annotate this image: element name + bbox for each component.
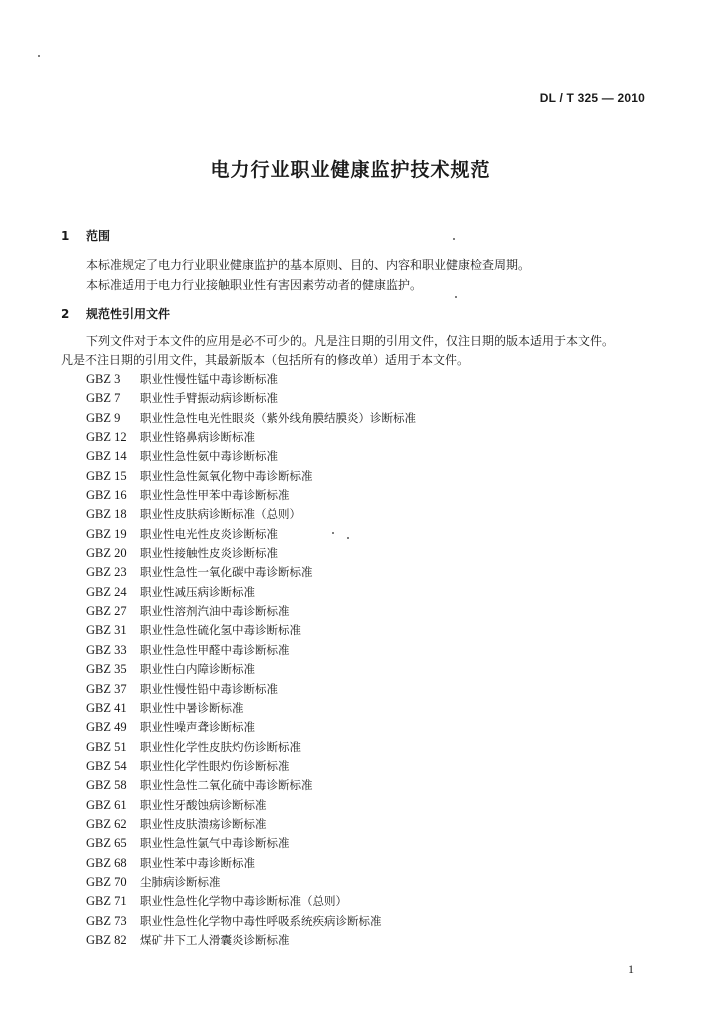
section-number: 2 (61, 307, 70, 321)
reference-code: GBZ 49 (86, 720, 127, 735)
reference-code: GBZ 41 (86, 700, 127, 715)
reference-code: GBZ 12 (86, 430, 127, 445)
reference-code: GBZ 23 (86, 565, 127, 580)
reference-code: GBZ 37 (86, 681, 127, 696)
reference-code: GBZ 54 (86, 758, 127, 773)
reference-title: 职业性牙酸蚀病诊断标准 (140, 797, 267, 812)
reference-title: 职业性溶剂汽油中毒诊断标准 (140, 604, 290, 619)
reference-code: GBZ 62 (86, 816, 127, 831)
reference-title: 职业性急性二氧化硫中毒诊断标准 (140, 778, 313, 793)
scan-speck (455, 296, 457, 298)
reference-item (86, 796, 416, 815)
reference-code: GBZ 70 (86, 874, 127, 889)
reference-title: 职业性急性电光性眼炎（紫外线角膜结膜炎）诊断标准 (140, 410, 416, 425)
reference-title: 职业性减压病诊断标准 (140, 584, 255, 599)
reference-item (86, 525, 416, 544)
reference-title: 职业性电光性皮炎诊断标准 (140, 526, 278, 541)
reference-item (86, 873, 416, 892)
reference-title: 煤矿井下工人滑囊炎诊断标准 (140, 932, 290, 947)
scan-speck (453, 238, 455, 240)
reference-item (86, 912, 416, 931)
reference-item (86, 370, 416, 389)
reference-title: 职业性化学性眼灼伤诊断标准 (140, 758, 290, 773)
reference-item (86, 641, 416, 660)
reference-item (86, 757, 416, 776)
page-number: 1 (628, 962, 634, 976)
reference-code: GBZ 51 (86, 739, 127, 754)
reference-title: 职业性急性甲醛中毒诊断标准 (140, 642, 290, 657)
reference-code: GBZ 73 (86, 913, 127, 928)
reference-code: GBZ 61 (86, 797, 127, 812)
reference-code: GBZ 3 (86, 372, 121, 386)
section-2-heading (61, 305, 170, 322)
reference-item (86, 505, 416, 524)
reference-code: GBZ 68 (86, 855, 127, 870)
scope-paragraph-1: 本标准规定了电力行业职业健康监护的基本原则、目的、内容和职业健康检查周期。 (86, 258, 531, 272)
reference-item (86, 718, 416, 737)
reference-code: GBZ 7 (86, 391, 121, 406)
reference-title: 职业性急性一氧化碳中毒诊断标准 (140, 565, 313, 580)
reference-title: 职业性皮肤溃疡诊断标准 (140, 816, 267, 831)
scan-speck (347, 537, 349, 539)
reference-title: 尘肺病诊断标准 (140, 874, 221, 889)
reference-code: GBZ 20 (86, 546, 127, 561)
references-intro-line-2: 凡是不注日期的引用文件，其最新版本（包括所有的修改单）适用于本文件。 (61, 353, 470, 367)
reference-title: 职业性慢性锰中毒诊断标准 (140, 372, 278, 386)
reference-title: 职业性接触性皮炎诊断标准 (140, 546, 278, 561)
reference-item (86, 486, 416, 505)
reference-title: 职业性手臂振动病诊断标准 (140, 391, 278, 406)
reference-code: GBZ 19 (86, 526, 127, 541)
reference-title: 职业性急性化学物中毒诊断标准（总则） (140, 894, 347, 909)
reference-title: 职业性急性硫化氢中毒诊断标准 (140, 623, 301, 638)
reference-item (86, 563, 416, 582)
reference-title: 职业性白内障诊断标准 (140, 662, 255, 677)
reference-title: 职业性急性氨中毒诊断标准 (140, 449, 278, 464)
normative-references-list (86, 370, 416, 950)
reference-code: GBZ 65 (86, 836, 127, 851)
reference-item (86, 409, 416, 428)
reference-title: 职业性急性氮氧化物中毒诊断标准 (140, 468, 313, 483)
reference-code: GBZ 16 (86, 488, 127, 503)
reference-code: GBZ 82 (86, 932, 127, 947)
reference-code: GBZ 35 (86, 662, 127, 677)
reference-item (86, 680, 416, 699)
reference-code: GBZ 15 (86, 468, 127, 483)
reference-title: 职业性急性甲苯中毒诊断标准 (140, 488, 290, 503)
reference-item (86, 583, 416, 602)
reference-code: GBZ 14 (86, 449, 127, 464)
reference-item (86, 660, 416, 679)
section-1-heading (61, 227, 110, 244)
reference-title: 职业性中暑诊断标准 (140, 700, 244, 715)
reference-title: 职业性铬鼻病诊断标准 (140, 430, 255, 445)
reference-item (86, 815, 416, 834)
reference-code: GBZ 58 (86, 778, 127, 793)
reference-item (86, 931, 416, 950)
reference-item (86, 834, 416, 853)
reference-title: 职业性噪声聋诊断标准 (140, 720, 255, 735)
reference-item (86, 428, 416, 447)
reference-code: GBZ 9 (86, 410, 121, 425)
references-intro-line-1: 下列文件对于本文件的应用是必不可少的。凡是注日期的引用文件，仅注日期的版本适用于本文件。 (86, 334, 615, 348)
reference-item (86, 738, 416, 757)
reference-title: 职业性皮肤病诊断标准（总则） (140, 507, 301, 522)
reference-item (86, 447, 416, 466)
reference-title: 职业性急性氯气中毒诊断标准 (140, 836, 290, 851)
reference-item (86, 544, 416, 563)
reference-item (86, 602, 416, 621)
reference-code: GBZ 71 (86, 894, 127, 909)
reference-code: GBZ 27 (86, 604, 127, 619)
scan-speck (332, 532, 334, 534)
reference-code: GBZ 24 (86, 584, 127, 599)
reference-item (86, 776, 416, 795)
reference-item (86, 699, 416, 718)
reference-code: GBZ 33 (86, 642, 127, 657)
reference-item (86, 467, 416, 486)
scope-paragraph-2: 本标准适用于电力行业接触职业性有害因素劳动者的健康监护。 (86, 278, 423, 292)
document-title: 电力行业职业健康监护技术规范 (210, 159, 491, 181)
section-title: 范围 (86, 229, 111, 243)
scan-speck (38, 55, 40, 57)
reference-title: 职业性苯中毒诊断标准 (140, 855, 255, 870)
reference-item (86, 621, 416, 640)
standard-code: DL / T 325 — 2010 (539, 91, 645, 105)
reference-code: GBZ 31 (86, 623, 127, 638)
reference-title: 职业性急性化学物中毒性呼吸系统疾病诊断标准 (140, 913, 382, 928)
reference-item (86, 892, 416, 911)
reference-title: 职业性慢性铅中毒诊断标准 (140, 681, 278, 696)
section-number: 1 (61, 229, 70, 243)
reference-title: 职业性化学性皮肤灼伤诊断标准 (140, 739, 301, 754)
reference-code: GBZ 18 (86, 507, 127, 522)
reference-item (86, 389, 416, 408)
reference-item (86, 854, 416, 873)
section-title: 规范性引用文件 (86, 307, 171, 321)
